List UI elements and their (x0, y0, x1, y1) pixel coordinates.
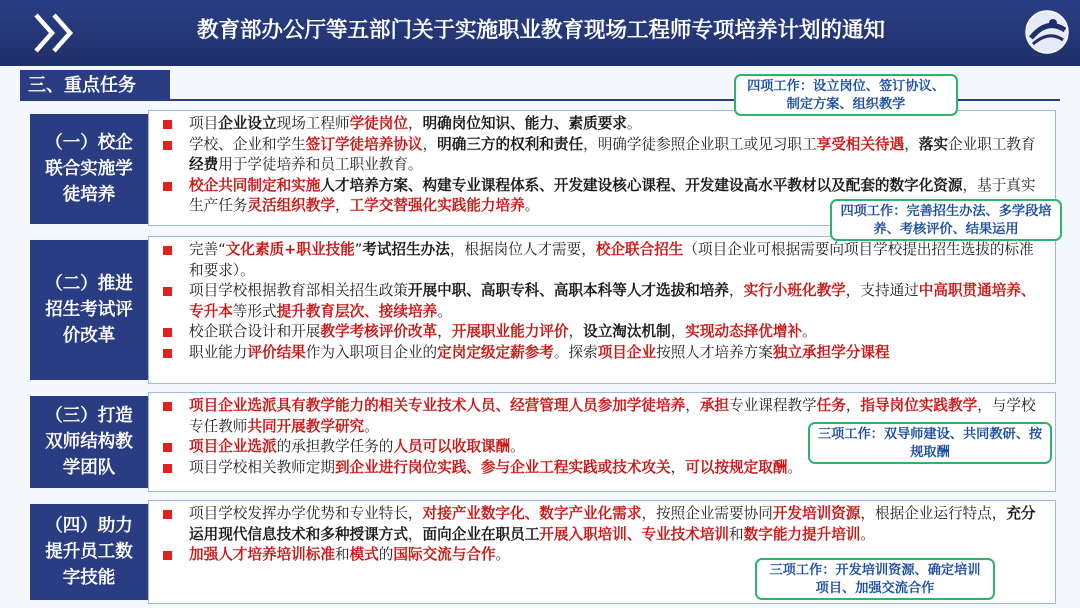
bullet-item (157, 240, 1047, 281)
double-chevron-right-icon (32, 11, 82, 55)
text-segment: 。 (495, 546, 511, 564)
text-segment: 现场工程师 (276, 115, 350, 132)
highlight-text: 教学考核评价改革 (320, 323, 438, 341)
highlight-text: 评价结果 (247, 343, 306, 361)
text-segment: 。 (787, 458, 803, 476)
highlight-text: 灵活组织教学 (247, 197, 335, 215)
highlight-text: 提升教育层次、接续培养 (276, 302, 438, 320)
highlight-text: 独立承担学分课程 (772, 343, 890, 361)
red-square-bullet-icon (163, 464, 172, 473)
highlight-text: 享受相关待遇 (816, 135, 905, 153)
highlight-text: 加强人才培养培训标准 (189, 546, 335, 564)
highlight-text: 人员可以收取课酬 (393, 438, 511, 456)
bullet-item (157, 281, 1047, 322)
text-segment: 。探索 (553, 343, 598, 361)
red-square-bullet-icon (163, 182, 172, 191)
highlight-text: 模式 (349, 546, 379, 564)
highlight-text: 工学交替强化实践能力培养 (349, 197, 525, 215)
text-segment: 面向企业在职员工 (422, 525, 540, 543)
highlight-text: 对接产业数字化、数字产业化需求 (422, 505, 642, 522)
highlight-text: 共同开展教学研究 (247, 417, 365, 435)
text-segment: 。 (524, 197, 540, 215)
highlight-text: 项目企业选派 (189, 438, 277, 456)
text-segment: 经费 (189, 156, 219, 174)
bullet-item (157, 135, 1047, 176)
text-segment: ，与学校专任教师 (189, 397, 1036, 435)
text-segment: ， (422, 135, 438, 153)
text-segment: 项目学校发挥办学优势和专业特长， (189, 505, 423, 522)
text-segment: 明确三方的权利和责任 (437, 135, 584, 153)
red-square-bullet-icon (163, 551, 172, 560)
text-segment: 完善“ (189, 241, 226, 258)
highlight-text: 开展入职培训、专业技术培训 (539, 525, 730, 543)
highlight-text: 数字能力提升培训 (743, 525, 861, 543)
text-segment: 企业设立 (218, 115, 277, 132)
callout-block-1: 四项工作：设立岗位、签订协议、制定方案、组织教学 (734, 74, 958, 116)
text-segment: 专业课程教学 (729, 397, 817, 414)
highlight-text: 学徒岗位 (349, 115, 408, 132)
highlight-text: 校企共同制定和实施 (189, 176, 321, 194)
callout-block-4: 三项工作：开发培训资源、确定培训项目、加强交流合作 (755, 558, 995, 600)
text-segment: 。 (802, 323, 817, 341)
text-segment: 和 (334, 546, 350, 564)
text-segment: ， (437, 323, 452, 341)
red-square-bullet-icon (163, 246, 172, 255)
highlight-text: 签订学徒培养协议 (305, 135, 423, 153)
text-segment: ” (354, 241, 363, 258)
red-square-bullet-icon (163, 443, 172, 452)
text-segment: 。 (437, 302, 452, 320)
task-label-3: （三）打造双师结构教学团队 (30, 396, 148, 488)
text-segment: ， (334, 197, 350, 215)
task-label-2: （二）推进招生考试评价改革 (30, 240, 148, 380)
text-segment: ， (568, 323, 584, 341)
text-segment: 考试招生办法 (362, 241, 450, 258)
red-square-bullet-icon (163, 120, 172, 129)
highlight-text: 国际交流与合作 (393, 546, 496, 564)
callout-block-2: 四项工作：完善招生办法、多学段培养、考核评价、结果运用 (830, 199, 1062, 241)
highlight-text: 可以按规定取酬 (685, 458, 788, 476)
text-segment: ， (670, 323, 686, 341)
highlight-text: 项目企业 (597, 343, 657, 361)
text-segment: 充分运用现代信息技术和多种授课方式 (189, 505, 1036, 543)
highlight-text: 承担 (699, 397, 730, 414)
text-segment: 的承担教学任务的 (276, 438, 394, 456)
text-segment: 开展中职、高职专科、高职本科等人才选拔和培养 (407, 282, 729, 300)
highlight-text: 校企联合招生 (595, 241, 684, 258)
task-label-1: （一）校企联合实施学徒培养 (30, 114, 148, 224)
red-square-bullet-icon (163, 141, 172, 150)
text-segment: 作为入职项目企业的 (305, 343, 438, 361)
text-segment: ，按照企业需要协同 (641, 505, 773, 522)
red-square-bullet-icon (163, 287, 172, 296)
text-segment: 项目学校根据教育部相关招生政策 (189, 282, 408, 300)
task-content-2 (148, 236, 1056, 384)
emblem-logo-icon (1023, 8, 1071, 56)
header-bar (0, 0, 1080, 66)
highlight-text: 实现动态择优增补 (685, 323, 803, 341)
text-segment: ， (407, 115, 423, 132)
text-segment: ， (845, 397, 861, 414)
text-segment: ，明确学徒参照企业职工或见习职工 (583, 135, 817, 153)
red-square-bullet-icon (163, 328, 172, 337)
callout-block-3: 三项工作：双导师建设、共同教研、按规取酬 (808, 422, 1052, 464)
highlight-text: 参加学徒培养 (597, 397, 686, 414)
highlight-text: 任务 (816, 397, 846, 414)
bullet-item (157, 504, 1047, 545)
highlight-text: 指导岗位实践教学 (860, 397, 978, 414)
text-segment: ，支持通过 (845, 282, 919, 300)
text-segment: ，根据企业运行特点， (860, 505, 1007, 522)
text-segment: ， (904, 135, 919, 153)
text-segment: 企业职工教育 (948, 135, 1036, 153)
text-segment: 校企联合设计和开展 (189, 323, 321, 341)
page-title: 教育部办公厅等五部门关于实施职业教育现场工程师专项培养计划的通知 (196, 18, 885, 43)
text-segment: 人才培养方案、构建专业课程体系、开发建设核心课程、开发建设高水平教材以及配套的数字化资源 (320, 176, 963, 194)
text-segment: ，根据岗位人才需要， (449, 241, 596, 258)
highlight-text: 中高职贯通培养、专升本 (189, 282, 1036, 320)
text-segment: 用于学徒培养和员工职业教育。 (218, 156, 423, 174)
task-label-4: （四）助力提升员工数字技能 (30, 504, 148, 600)
text-segment: 。 (860, 525, 876, 543)
text-segment: ， (670, 458, 686, 476)
text-segment: 设立淘汰机制 (583, 323, 671, 341)
red-square-bullet-icon (163, 510, 172, 519)
text-segment: 的 (378, 546, 394, 564)
bullet-item (157, 343, 1047, 364)
text-segment: 。 (364, 417, 379, 435)
highlight-text: 项目企业选派具有教学能力的相关专业技术人员、经营管理人员 (189, 397, 598, 414)
text-segment: ， (685, 397, 700, 414)
bullet-item (157, 322, 1047, 343)
text-segment: （项目企业可根据需要向项目学校提出招生选拔的标准和要求）。 (189, 241, 1034, 279)
text-segment: 学校、企业和学生 (189, 135, 306, 153)
text-segment: 明确岗位知识、能力、素质要求 (422, 115, 627, 132)
text-segment: 按照人才培养方案 (656, 343, 773, 361)
red-square-bullet-icon (163, 349, 172, 358)
text-segment: 项目学校相关教师定期 (189, 458, 335, 476)
text-segment: ， (729, 282, 744, 300)
text-segment: 项目 (189, 115, 219, 132)
text-segment: 。 (510, 438, 525, 456)
text-segment: 落实 (918, 135, 948, 153)
text-segment: ， (407, 525, 423, 543)
red-square-bullet-icon (163, 402, 172, 411)
text-segment: 职业能力 (189, 343, 248, 361)
highlight-text: 实行小班化教学 (743, 282, 846, 300)
text-segment: 等形式 (232, 302, 277, 320)
highlight-text: 到企业进行岗位实践、参与企业工程实践或技术攻关 (334, 458, 671, 476)
highlight-text: 文化素质+职业技能 (225, 241, 355, 258)
text-segment: ，基于真实生产任务 (189, 176, 1036, 215)
section-title: 三、重点任务 (20, 70, 170, 101)
text-segment: 。 (626, 115, 642, 132)
bullet-item (157, 114, 1047, 135)
text-segment: 和 (729, 525, 744, 543)
highlight-text: 开发培训资源 (772, 505, 861, 522)
highlight-text: 开展职业能力评价 (451, 323, 569, 341)
highlight-text: 定岗定级定薪参考 (437, 343, 554, 361)
